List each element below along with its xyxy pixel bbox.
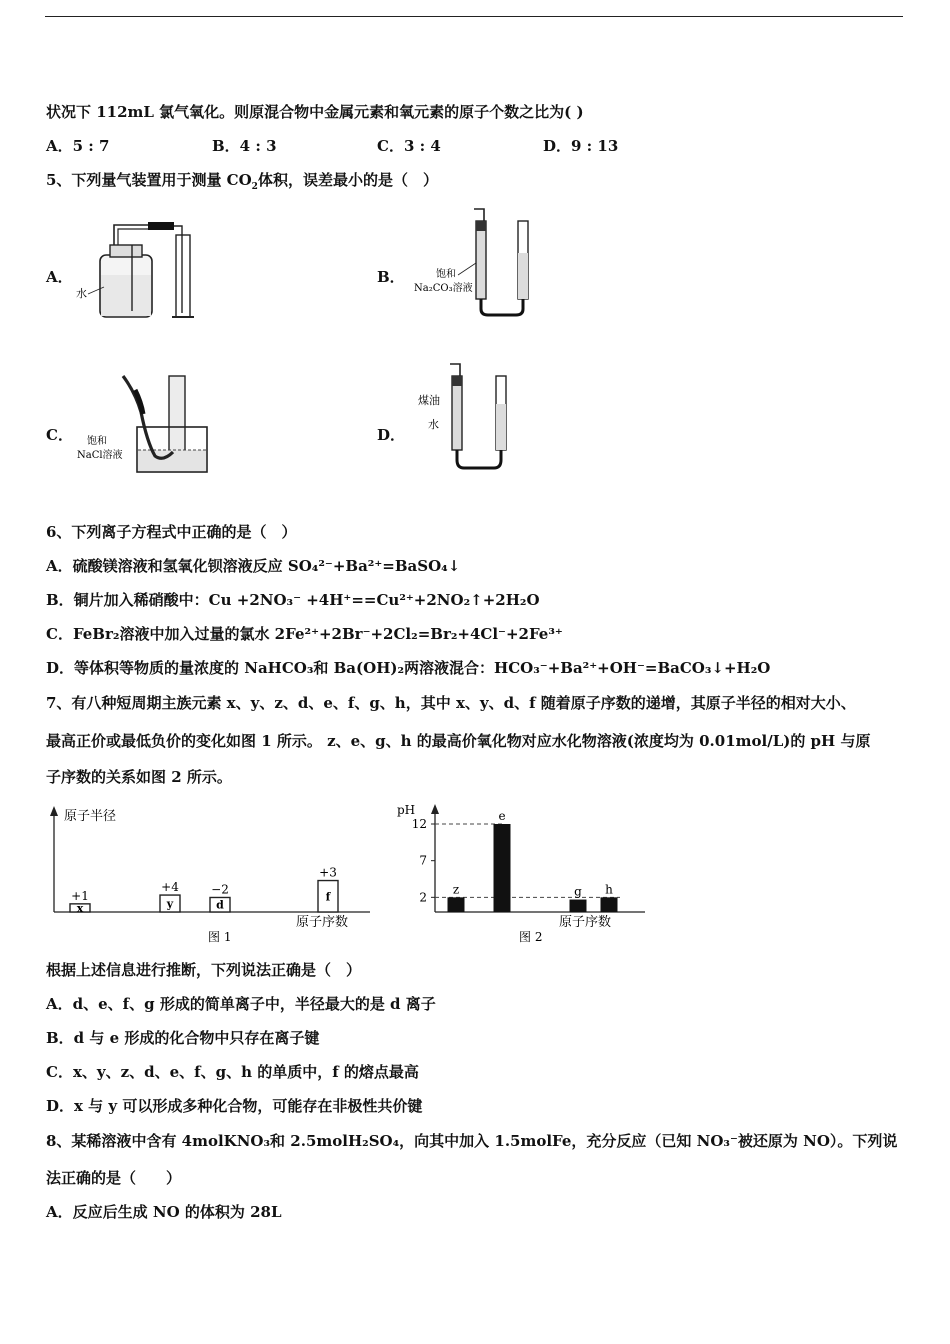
figure-2-ytick: 12: [411, 817, 427, 831]
q4-tail-text: 状况下 112mL 氯气氧化。则原混合物中金属元素和氧元素的原子个数之比为( ): [46, 103, 584, 121]
figure-1-bar-label-y: y: [166, 897, 174, 911]
figure-2-bar-label-z: z: [452, 882, 460, 897]
figure-1-bar-label-f: f: [325, 890, 331, 904]
apparatus-d-label-1: 煤油: [418, 394, 440, 407]
apparatus-a-diagram: [70, 215, 200, 320]
apparatus-c-label-1: 饱和: [87, 436, 107, 447]
figure-2-ytick: 2: [419, 890, 427, 905]
apparatus-b-label-1: 饱和: [436, 269, 456, 280]
figure-1-xlabel: 原子序数: [296, 915, 349, 930]
q4-option-a: A．5 : 7: [46, 137, 110, 155]
q7-question: 根据上述信息进行推断，下列说法正确是（ ）: [46, 961, 362, 979]
figure-1-valence-x: +1: [71, 888, 89, 903]
apparatus-d-label-2: 水: [428, 418, 439, 431]
figure-2-chart: [395, 800, 655, 950]
figure-1-valence-y: +4: [161, 880, 179, 895]
figure-2-bar-e: [494, 824, 511, 912]
apparatus-d-diagram: [412, 360, 542, 475]
q7-line-1: 7、有八种短周期主族元素 x、y、z、d、e、f、g、h，其中 x、y、d、f 随着原子序数的递增，其原子半径的相对大小、: [46, 694, 856, 712]
apparatus-c-label-2: NaCl溶液: [77, 450, 123, 461]
q7-option-d: D．x 与 y 可以形成多种化合物，可能存在非极性共价键: [46, 1097, 423, 1115]
q7-option-a: A．d、e、f、g 形成的简单离子中，半径最大的是 d 离子: [46, 995, 436, 1013]
figure-1-y-arrow: [50, 806, 58, 816]
q5-label-a: A．: [46, 268, 73, 286]
figure-2-y-arrow: [431, 804, 439, 814]
figure-1-bar-label-x: x: [76, 901, 84, 915]
q7-line-2: 最高正价或最低负价的变化如图 1 所示。 z、e、g、h 的最高价氧化物对应水化物溶液(浓度均为 0.01mol/L)的 pH 与原: [46, 732, 871, 750]
q6-option-b: B．铜片加入稀硝酸中：Cu +2NO₃⁻ +4H⁺==Cu²⁺+2NO₂↑+2H₂O: [46, 591, 540, 609]
figure-2-bar-g: [570, 900, 587, 912]
figure-2-xlabel: 原子序数: [559, 915, 612, 930]
q5-label-b: B．: [377, 268, 405, 286]
figure-1-chart: [40, 800, 390, 950]
top-rule: [45, 16, 903, 17]
q5-label-c: C．: [46, 426, 73, 444]
q7-line-3: 子序数的关系如图 2 所示。: [46, 768, 232, 786]
apparatus-b-label-2: Na₂CO₃溶液: [414, 283, 473, 294]
figure-2-ylabel: pH: [397, 803, 416, 817]
figure-2-bar-label-h: h: [605, 882, 613, 897]
q5-label-d: D．: [377, 426, 406, 444]
q8-line-1: 8、某稀溶液中含有 4molKNO₃和 2.5molH₂SO₄，向其中加入 1.5molFe，充分反应（已知 NO₃⁻被还原为 NO）。下列说: [46, 1132, 898, 1150]
figure-2-ytick: 7: [419, 853, 427, 868]
figure-2-bar-label-e: e: [498, 809, 506, 823]
figure-1-valence-d: −2: [211, 882, 229, 897]
q4-option-d: D．9 : 13: [543, 137, 619, 155]
q8-option-a: A．反应后生成 NO 的体积为 28L: [46, 1203, 282, 1221]
q6-option-d: D．等体积等物质的量浓度的 NaHCO₃和 Ba(OH)₂两溶液混合：HCO₃⁻+Ba²⁺+OH⁻=BaCO₃↓+H₂O: [46, 659, 771, 677]
q7-option-c: C．x、y、z、d、e、f、g、h 的单质中，f 的熔点最高: [46, 1063, 419, 1081]
figure-2-bar-z: [448, 897, 465, 912]
q7-option-b: B．d 与 e 形成的化合物中只存在离子键: [46, 1029, 320, 1047]
figure-2-title: 图 2: [519, 930, 543, 944]
figure-2-bar-label-g: g: [574, 884, 582, 899]
apparatus-c-diagram: [75, 372, 215, 477]
figure-1-ylabel: 原子半径: [64, 809, 117, 824]
apparatus-b-diagram: [410, 205, 540, 320]
q6-option-c: C．FeBr₂溶液中加入过量的氯水 2Fe²⁺+2Br⁻+2Cl₂=Br₂+4Cl⁻+2Fe³⁺: [46, 625, 563, 643]
q5-stem: 5、下列量气装置用于测量 $CO_2$体积，误差最小的是（ ）: [46, 171, 438, 192]
q6-stem: 6、下列离子方程式中正确的是（ ）: [46, 523, 297, 541]
figure-1-bar-label-d: d: [216, 898, 224, 912]
q6-option-a: A．硫酸镁溶液和氢氧化钡溶液反应 SO₄²⁻+Ba²⁺=BaSO₄↓: [46, 557, 461, 575]
q8-line-2: 法正确的是（ ）: [46, 1169, 182, 1187]
figure-1-valence-f: +3: [319, 865, 337, 880]
q4-option-c: C．3 : 4: [377, 137, 441, 155]
figure-2-bar-h: [601, 897, 618, 912]
figure-1-title: 图 1: [208, 930, 232, 944]
apparatus-a-water-label: 水: [76, 287, 87, 300]
q4-option-b: B．4 : 3: [212, 137, 277, 155]
